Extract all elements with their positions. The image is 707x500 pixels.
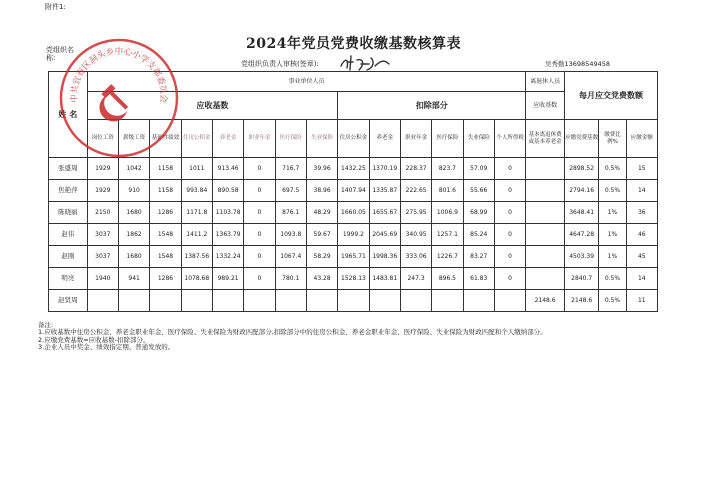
table-cell: 46 <box>626 224 657 246</box>
sub-header-monthly: 应缴金额 <box>626 120 657 158</box>
table-cell: 2840.7 <box>564 268 598 290</box>
table-cell: 1999.2 <box>338 224 369 246</box>
table-cell: 11 <box>626 290 657 312</box>
table-cell: 1680 <box>118 202 149 224</box>
table-cell <box>526 268 565 290</box>
sub-header-base: 医疗保险 <box>275 120 306 158</box>
note-line: 2.应缴党费基数=应收基数-扣除部分。 <box>38 335 150 344</box>
table-cell: 1286 <box>150 202 181 224</box>
table-cell: 1093.8 <box>275 224 306 246</box>
sub-header-deduct: 住房公积金 <box>338 120 369 158</box>
table-cell: 333.06 <box>400 246 431 268</box>
sub-header-deduct: 职业年金 <box>400 120 431 158</box>
table-cell: 222.65 <box>400 180 431 202</box>
svg-text:中共宜春区洞头乡中心小学支部委员会 <box>69 46 169 104</box>
table-cell: 1103.78 <box>212 202 243 224</box>
table-cell: 55.66 <box>463 180 494 202</box>
table-cell: 2045.69 <box>369 224 400 246</box>
table-cell: 45 <box>626 246 657 268</box>
table-cell: 0 <box>494 158 525 180</box>
table-cell <box>400 290 431 312</box>
table-cell: 2794.16 <box>564 180 598 202</box>
table-row <box>49 268 658 290</box>
table-cell: 0 <box>494 202 525 224</box>
col-name-header: 姓 名 <box>49 72 88 158</box>
table-cell <box>181 290 212 312</box>
table-cell <box>244 290 275 312</box>
table-cell: 896.5 <box>432 268 463 290</box>
notes <box>38 322 658 351</box>
table-cell: 2148.6 <box>564 290 598 312</box>
table-cell: 1655.67 <box>369 202 400 224</box>
member-name: 赵伟 <box>49 224 88 246</box>
table-row <box>49 180 658 202</box>
table-cell: 910 <box>118 180 149 202</box>
table-cell: 57.09 <box>463 158 494 180</box>
table-cell: 247.3 <box>400 268 431 290</box>
seal-text: 中共宜春区洞头乡中心小学支部委员会 <box>69 46 169 103</box>
table-cell: 83.27 <box>463 246 494 268</box>
table-cell: 697.5 <box>275 180 306 202</box>
table-cell <box>275 290 306 312</box>
table-cell: 1042 <box>118 158 149 180</box>
table-cell: 0.5% <box>599 290 626 312</box>
table-cell <box>369 290 400 312</box>
table-cell: 68.99 <box>463 202 494 224</box>
table-cell: 1% <box>599 224 626 246</box>
table-cell: 0 <box>244 180 275 202</box>
table-cell: 2148.6 <box>526 290 565 312</box>
table-cell: 0 <box>244 158 275 180</box>
table-cell: 15 <box>626 158 657 180</box>
table-cell: 1432.25 <box>338 158 369 180</box>
table-cell: 780.1 <box>275 268 306 290</box>
member-name: 张盛周 <box>49 158 88 180</box>
table-cell: 4647.28 <box>564 224 598 246</box>
table-cell: 340.95 <box>400 224 431 246</box>
sub-header-deduct: 医疗保险 <box>432 120 463 158</box>
table-cell: 0.5% <box>599 158 626 180</box>
table-cell: 876.1 <box>275 202 306 224</box>
table-cell: 1965.71 <box>338 246 369 268</box>
table-cell: 1998.36 <box>369 246 400 268</box>
table-cell <box>118 290 149 312</box>
table-cell: 1660.05 <box>338 202 369 224</box>
table-cell: 275.95 <box>400 202 431 224</box>
table-cell: 823.7 <box>432 158 463 180</box>
sub-header-deduct: 个人所得税 <box>494 120 525 158</box>
table-cell: 1411.2 <box>181 224 212 246</box>
table-cell: 941 <box>118 268 149 290</box>
table-cell: 0 <box>244 268 275 290</box>
table-cell: 1257.1 <box>432 224 463 246</box>
table-cell: 228.37 <box>400 158 431 180</box>
table-cell <box>526 202 565 224</box>
table-row <box>49 224 658 246</box>
group-retired-header: 离退休人员 <box>526 72 565 92</box>
table-cell: 48.29 <box>306 202 337 224</box>
table-cell: 36 <box>626 202 657 224</box>
sub-header-base: 住房公积金 <box>181 120 212 158</box>
table-cell: 0 <box>494 224 525 246</box>
table-row <box>49 202 658 224</box>
table-cell: 4503.39 <box>564 246 598 268</box>
table-cell: 1929 <box>87 180 118 202</box>
table-cell: 0.5% <box>599 268 626 290</box>
table-cell <box>526 246 565 268</box>
note-line: 3.企业人员中奖金、绩效指定期、普通发放的。 <box>38 342 175 351</box>
sub-header-monthly: 应缴党费基数 <box>564 120 598 158</box>
table-cell: 3648.41 <box>564 202 598 224</box>
table-cell: 989.21 <box>212 268 243 290</box>
official-seal <box>56 35 182 161</box>
table-cell <box>526 224 565 246</box>
table-body <box>49 158 658 312</box>
table-cell: 2150 <box>87 202 118 224</box>
sub-header-base: 养老金 <box>212 120 243 158</box>
table-cell: 0 <box>494 180 525 202</box>
table-cell: 1548 <box>150 246 181 268</box>
table-row <box>49 290 658 312</box>
table-cell: 1407.94 <box>338 180 369 202</box>
table-cell <box>87 290 118 312</box>
sub-header-base: 岗位工资 <box>87 120 118 158</box>
table-cell: 0 <box>244 202 275 224</box>
table-cell: 3037 <box>87 224 118 246</box>
table-cell: 1363.79 <box>212 224 243 246</box>
table-cell: 1483.81 <box>369 268 400 290</box>
group-staff-header: 事业单位人员 <box>87 72 526 92</box>
table-cell: 1332.24 <box>212 246 243 268</box>
sub-header-base: 薪级工资 <box>118 120 149 158</box>
table-cell: 1171.8 <box>181 202 212 224</box>
sub-header-deduct: 失业保险 <box>463 120 494 158</box>
table-cell: 1158 <box>150 180 181 202</box>
table-cell <box>432 290 463 312</box>
table-cell <box>338 290 369 312</box>
table-cell <box>526 180 565 202</box>
table-cell: 0 <box>494 268 525 290</box>
table-cell <box>494 290 525 312</box>
table-cell: 801.6 <box>432 180 463 202</box>
base-header: 应收基数 <box>87 92 338 120</box>
retired-base-header: 应收基数 <box>526 92 565 120</box>
page-title: 2024年党员党费收缴基数核算表 <box>246 36 461 52</box>
table-cell: 1% <box>599 246 626 268</box>
party-org-label: 党组织名称: <box>46 46 74 62</box>
reviewer-label: 党组织负责人审核(签章): <box>241 60 319 68</box>
table-cell: 43.28 <box>306 268 337 290</box>
table-cell: 38.96 <box>306 180 337 202</box>
table-cell: 1548 <box>150 224 181 246</box>
sub-header-base: 失业保险 <box>306 120 337 158</box>
sub-header-monthly: 缴费比例% <box>599 120 626 158</box>
table-cell: 1335.87 <box>369 180 400 202</box>
table-cell: 993.84 <box>181 180 212 202</box>
table-cell: 0 <box>244 224 275 246</box>
contact-info: 吴秀勤13698549458 <box>545 60 610 68</box>
hammer-sickle-icon <box>99 84 128 121</box>
table-cell: 1940 <box>87 268 118 290</box>
table-cell <box>150 290 181 312</box>
table-cell: 1862 <box>118 224 149 246</box>
table-cell: 0 <box>494 246 525 268</box>
table-cell: 1929 <box>87 158 118 180</box>
table-cell: 61.83 <box>463 268 494 290</box>
table-cell: 0.5% <box>599 180 626 202</box>
table-cell: 58.29 <box>306 246 337 268</box>
table-cell: 1011 <box>181 158 212 180</box>
table-cell: 3037 <box>87 246 118 268</box>
table-cell: 1158 <box>150 158 181 180</box>
table-cell: 1387.56 <box>181 246 212 268</box>
table-cell: 39.96 <box>306 158 337 180</box>
table-cell: 14 <box>626 180 657 202</box>
member-name: 陈晓丽 <box>49 202 88 224</box>
deduct-header: 扣除部分 <box>338 92 526 120</box>
table-cell: 1006.9 <box>432 202 463 224</box>
retired-base-note: 基本离退休费或基本养老金 <box>526 120 565 158</box>
note-line: 1.应收基数中住房公积金、养老金职业年金、医疗保险、失业保险为财政匹配部分,扣除部分中的住房公积金、养老金职业年金、医疗保险、失业保险为财政匹配和个人缴纳部分。 <box>38 328 547 337</box>
group-monthly-header: 每月应交党费数额 <box>564 72 657 120</box>
table-row <box>49 246 658 268</box>
table-cell: 1067.4 <box>275 246 306 268</box>
table-cell: 2898.52 <box>564 158 598 180</box>
table-cell <box>306 290 337 312</box>
member-name: 明亮 <box>49 268 88 290</box>
table-cell: 1370.19 <box>369 158 400 180</box>
notes-title: 备注: <box>38 321 54 329</box>
table-cell: 1226.7 <box>432 246 463 268</box>
table-cell: 1078.68 <box>181 268 212 290</box>
table-cell: 14 <box>626 268 657 290</box>
table-cell: 1528.13 <box>338 268 369 290</box>
attachment-label: 附件1: <box>45 3 66 11</box>
table-cell: 1% <box>599 202 626 224</box>
table-cell: 1680 <box>118 246 149 268</box>
table-cell: 913.46 <box>212 158 243 180</box>
sub-header-base: 基础性绩效 <box>150 120 181 158</box>
sub-header-deduct: 养老金 <box>369 120 400 158</box>
table-cell: 59.67 <box>306 224 337 246</box>
table-cell <box>212 290 243 312</box>
member-name: 焦艳萍 <box>49 180 88 202</box>
table-cell <box>526 158 565 180</box>
table-cell: 85.24 <box>463 224 494 246</box>
table-cell <box>463 290 494 312</box>
table-cell: 890.58 <box>212 180 243 202</box>
member-name: 赵贤周 <box>49 290 88 312</box>
table-cell: 0 <box>244 246 275 268</box>
member-name: 赵刚 <box>49 246 88 268</box>
sub-header-base: 职业年金 <box>244 120 275 158</box>
table-cell: 1286 <box>150 268 181 290</box>
table-cell: 716.7 <box>275 158 306 180</box>
